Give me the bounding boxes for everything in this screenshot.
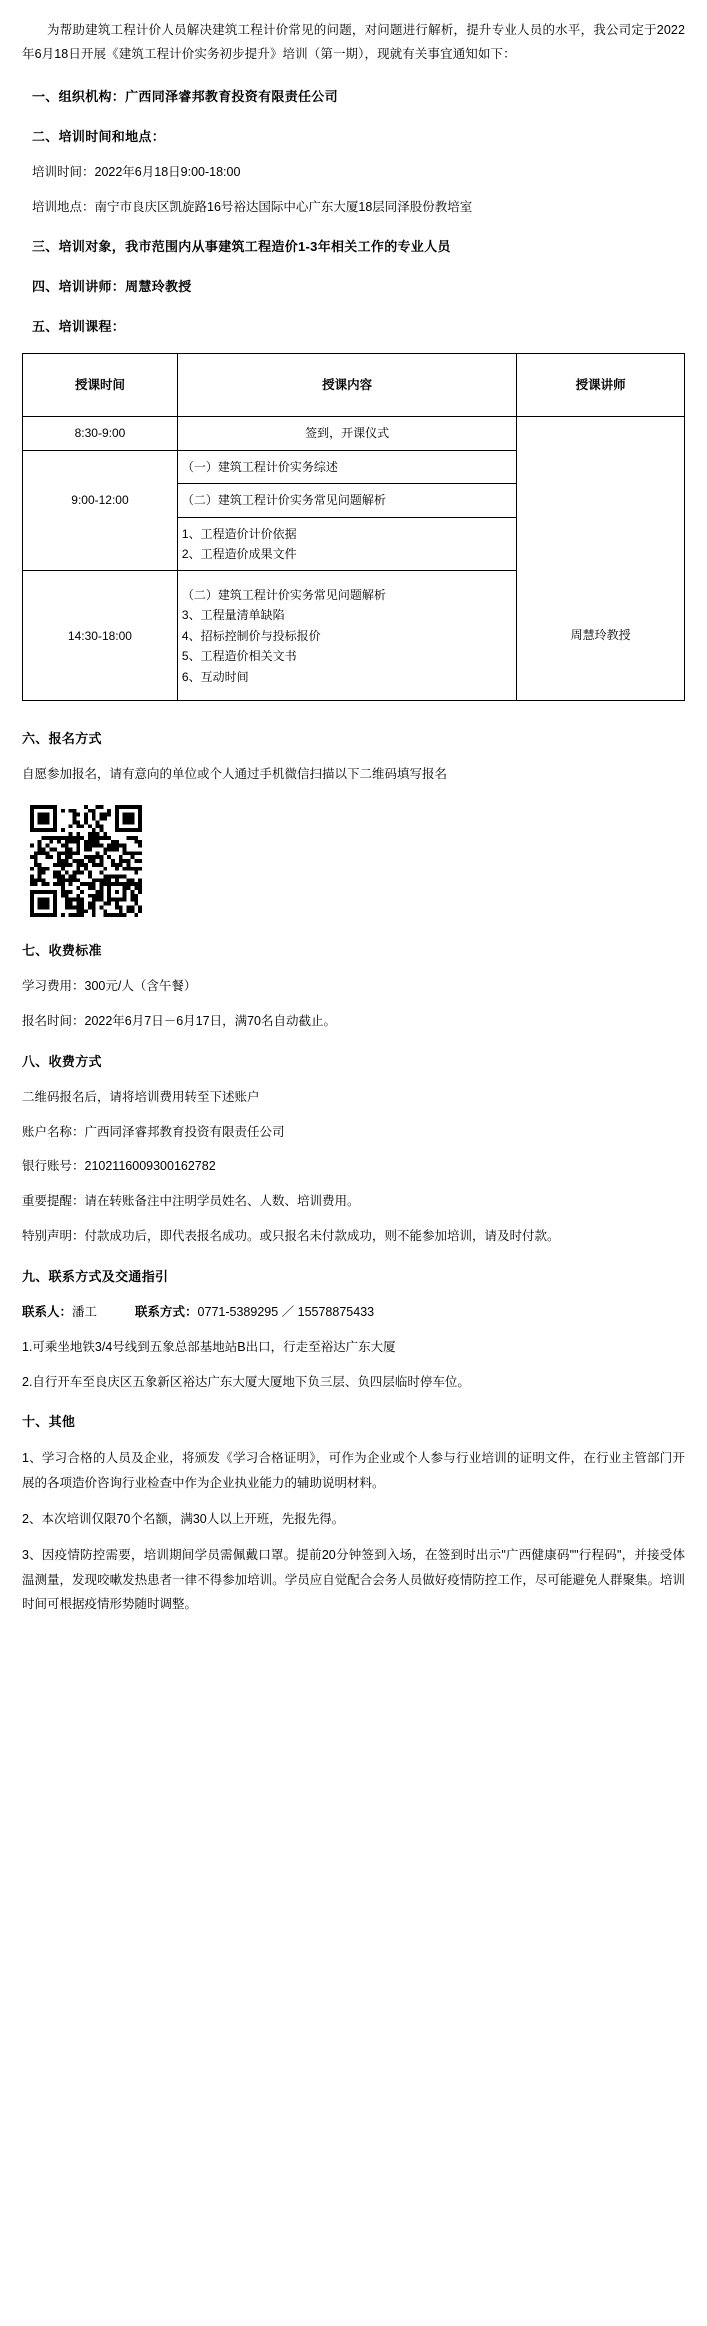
- row-0-content: [177, 417, 516, 450]
- row-1-content-line-0: （一）建筑工程计价实务综述: [181, 459, 338, 474]
- section-8-heading: 八、收费方式: [22, 1053, 102, 1069]
- training-location: 培训地点：南宁市良庆区凯旋路16号裕达国际中心广东大厦18层同泽股份教培室: [32, 199, 473, 214]
- fee-amount: 学习费用：300元/人（含午餐）: [22, 979, 197, 994]
- row-4-content-line-4: 6、互动时间: [181, 669, 249, 684]
- row-4-content-line-2: 4、招标控制价与投标报价: [181, 628, 321, 643]
- table-header-row: [23, 354, 685, 417]
- contact-person-label: 联系人：: [22, 1304, 73, 1319]
- transit-parking: 2.自行开车至良庆区五象新区裕达广东大厦大厦地下负三层、负四层临时停车位。: [22, 1374, 470, 1389]
- row-3-content-line-1: 2、工程造价成果文件: [181, 547, 297, 562]
- row-2-time: 9:00-12:00: [23, 484, 178, 517]
- row-4-content-line-3: 5、工程造价相关文书: [181, 649, 297, 664]
- other-item-2: 2、本次培训仅限70个名额，满30人以上开班，先报先得。: [22, 1512, 345, 1527]
- row-2-content-line-0: （二）建筑工程计价实务常见问题解析: [181, 493, 386, 508]
- row-0-content-line-0: 签到，开课仪式: [305, 426, 390, 441]
- section-10-heading: 十、其他: [22, 1414, 76, 1430]
- qr-code-container: [22, 805, 685, 917]
- important-reminder: 重要提醒：请在转账备注中注明学员姓名、人数、培训费用。: [22, 1194, 360, 1209]
- contact-person-value: 潘工: [72, 1304, 98, 1319]
- table-row: [23, 450, 685, 483]
- section-6-heading: 六、报名方式: [22, 731, 102, 747]
- row-3-content: [177, 517, 516, 571]
- row-1-teacher: [517, 450, 685, 483]
- course-schedule-table: [22, 353, 685, 701]
- table-row: [23, 517, 685, 571]
- section-4-heading: 四、培训讲师：周慧玲教授: [32, 279, 192, 295]
- account-name: 账户名称：广西同泽睿邦教育投资有限责任公司: [22, 1124, 285, 1139]
- other-item-3: 3、因疫情防控需要，培训期间学员需佩戴口罩。提前20分钟签到入场，在签到时出示"广西健康码""行程码"，并接受体温测量，发现咬嗽发热患者一律不得参加培训。学员应自觉配合会务人员做好疫情防控工作，尽可能避免人群聚集。培训时间可根据疫情形势随时调整。: [22, 1548, 685, 1612]
- training-time: 培训时间：2022年6月18日9:00-18:00: [32, 164, 241, 179]
- table-header-teacher: 授课讲师: [517, 354, 685, 417]
- row-4-time: 14:30-18:00: [23, 571, 178, 701]
- table-row: [23, 571, 685, 701]
- section-1-heading: 一、组织机构：广西同泽睿邦教育投资有限责任公司: [32, 88, 338, 104]
- row-4-content-line-1: 3、工程量清单缺陷: [181, 608, 285, 623]
- table-header-content: 授课内容: [177, 354, 516, 417]
- section-3-heading: 三、培训对象，我市范围内从事建筑工程造价1-3年相关工作的专业人员: [32, 239, 451, 255]
- row-4-teacher: 周慧玲教授: [517, 571, 685, 701]
- row-0-teacher: [517, 417, 685, 450]
- row-4-content-line-0: （二）建筑工程计价实务常见问题解析: [181, 587, 386, 602]
- contact-phone-value: 0771-5389295 ／ 15578875433: [197, 1304, 375, 1319]
- special-statement: 特别声明：付款成功后，即代表报名成功。或只报名未付款成功，则不能参加培训，请及时付款。: [22, 1228, 560, 1243]
- section-2-heading: 二、培训时间和地点：: [32, 128, 166, 144]
- row-1-time: [23, 450, 178, 483]
- table-row: [23, 417, 685, 450]
- row-3-content-line-0: 1、工程造价计价依据: [181, 526, 297, 541]
- row-4-content: [177, 571, 516, 701]
- section-5-heading: 五、培训课程：: [32, 319, 126, 335]
- row-0-time: 8:30-9:00: [23, 417, 178, 450]
- row-3-teacher: [517, 517, 685, 571]
- contact-person: [22, 1301, 97, 1324]
- contact-phone-label: 联系方式：: [135, 1304, 198, 1319]
- row-3-time: [23, 517, 178, 571]
- registration-deadline: 报名时间：2022年6月7日－6月17日，满70名自动截止。: [22, 1014, 336, 1029]
- row-1-content: [177, 450, 516, 483]
- row-2-teacher: [517, 484, 685, 517]
- row-2-content: [177, 484, 516, 517]
- registration-method: 自愿参加报名，请有意向的单位或个人通过手机微信扫描以下二维码填写报名: [22, 767, 448, 782]
- qr-code-image: [30, 805, 142, 917]
- bank-account-number: 银行账号：2102116009300162782: [22, 1159, 216, 1174]
- section-9-heading: 九、联系方式及交通指引: [22, 1268, 169, 1284]
- table-header-time: 授课时间: [23, 354, 178, 417]
- other-item-1: 1、学习合格的人员及企业，将颁发《学习合格证明》，可作为企业或个人参与行业培训的证明文件，在行业主管部门开展的各项造价咨询行业检查中作为企业执业能力的辅助说明材料。: [22, 1451, 685, 1490]
- intro-paragraph: 为帮助建筑工程计价人员解决建筑工程计价常见的问题，对问题进行解析，提升专业人员的水平，我公司定于2022年6月18日开展《建筑工程计价实务初步提升》培训（第一期），现就有关事宜通知如下：: [22, 23, 685, 62]
- table-row: [23, 484, 685, 517]
- contact-row: [22, 1301, 685, 1324]
- payment-instruction: 二维码报名后，请将培训费用转至下述账户: [22, 1089, 260, 1104]
- section-7-heading: 七、收费标准: [22, 943, 102, 959]
- transit-metro: 1.可乘坐地铁3/4号线到五象总部基地站B出口，行走至裕达广东大厦: [22, 1339, 396, 1354]
- contact-phone: [135, 1301, 374, 1324]
